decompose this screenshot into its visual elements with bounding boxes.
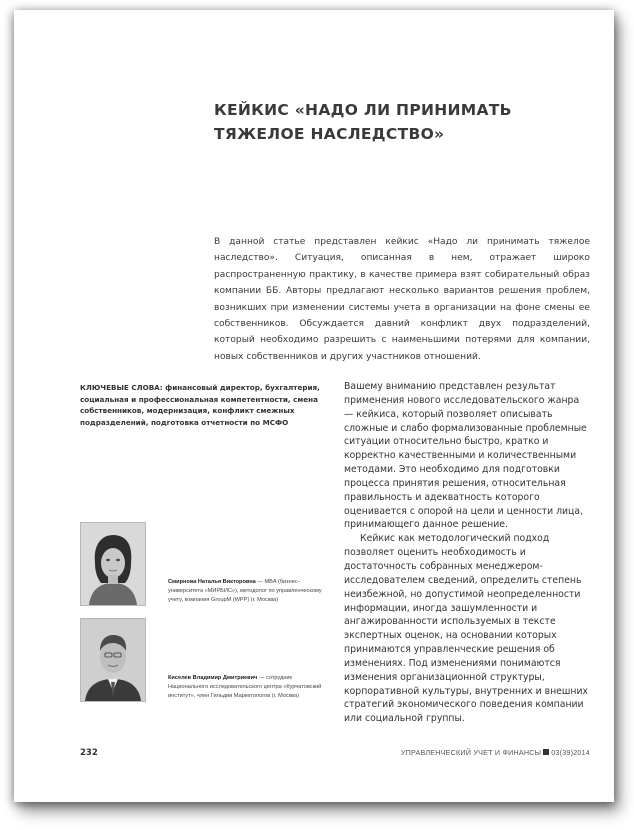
body-paragraph-2: Кейкис как методологический подход позволяет оценить необходимость и достаточность собранных менеджером-исследователем сведений, определить степень неизбежной, но допустимой неопределенности информации, иногда зашумленности и ангажированности используемых в тексте экспертных оценок, на основании которых принимаются управленческие решения об изменениях. Под изменениями понимаются изменения организационной структуры, корпоративной культуры, внутренних и внешних стратегий экономического поведения компании или социальной группы.	[344, 533, 589, 725]
author-caption-1	[168, 578, 328, 604]
keywords-text: финансовый директор, бухгалтерия, социальная и профессиональная компетентности, смена собственников, модернизация, конфликт смежных подразделений, подготовка отчетности по МСФО	[80, 383, 320, 427]
author-details-1: — MBA (бизнес-университета «МИРБИС»), методолог по управленческому учету, компания GroupM (WPP) (г. Москва)	[168, 579, 322, 603]
journal-page	[14, 10, 614, 802]
journal-footer	[401, 748, 590, 757]
keywords-block	[80, 382, 328, 428]
article-abstract: В данной статье представлен кейкис «Надо ли принимать тяжелое наследство». Ситуация, описанная в нем, отражает широко распространенную практику, в качестве примера взят собирательный образ компании ББ. Авторы предлагают несколько вариантов решения проблем, возникших при изменении системы учета в организации на фоне смены ее собственников. Обсуждается давний конфликт двух подразделений, который необходимо разрешить с наименьшими потерями для компании, новых собственников и других участников отношений.	[214, 237, 590, 362]
author-caption-2	[168, 674, 328, 700]
page-number: 232	[80, 748, 98, 758]
keywords-label: КЛЮЧЕВЫЕ СЛОВА:	[80, 383, 163, 392]
article-title: КЕЙКИС «НАДО ЛИ ПРИНИМАТЬ ТЯЖЕЛОЕ НАСЛЕДСТВО»	[214, 101, 512, 143]
journal-name: УПРАВЛЕНЧЕСКИЙ УЧЕТ И ФИНАНСЫ	[400, 748, 542, 757]
author-details-2: — сотрудник Национального исследовательского центра «Курчатовский институт», член Гильдии Маркетологов (г. Москва)	[168, 675, 322, 699]
author-name-1: Смирнова Наталья Викторовна	[168, 579, 256, 585]
author-photo-kiselev	[80, 618, 146, 702]
author-photo-smirnova	[80, 522, 146, 606]
journal-issue: 03(39)2014	[551, 748, 590, 757]
article-body	[344, 380, 590, 726]
square-bullet-icon	[543, 749, 549, 755]
body-paragraph-1: Вашему вниманию представлен результат применения нового исследовательского жанра — кейкиса, который позволяет описывать сложные и слабо формализованные проблемные ситуации относительно быстро, кратко и корректно качественными и количественными методами. Это необходимо для подготовки процесса принятия решения, относительная правильность и адекватность которого оценивается с опорой на цели и ценности лица, принимающего данное решение.	[344, 381, 587, 531]
author-name-2: Киселев Владимир Дмитриевич	[168, 675, 258, 681]
